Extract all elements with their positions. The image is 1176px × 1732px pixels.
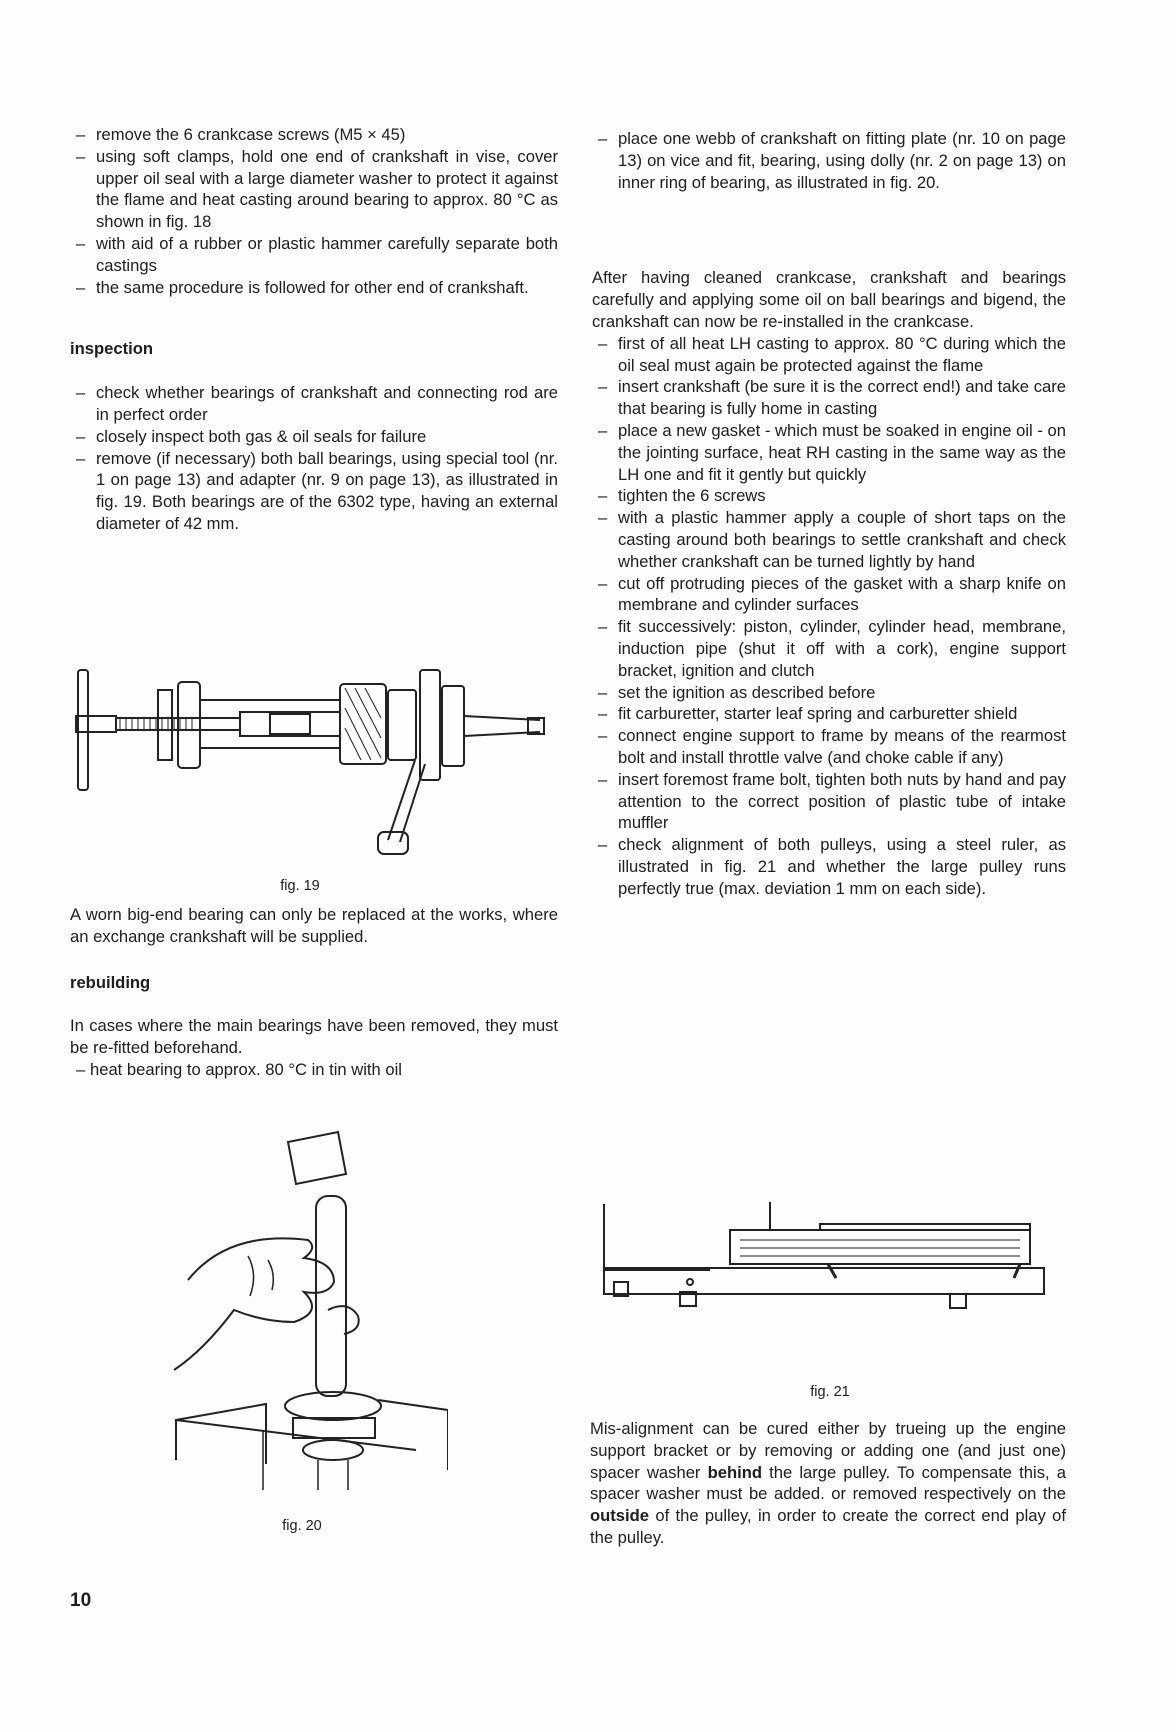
pulley-alignment-drawing: [600, 1200, 1070, 1310]
list-item: – check whether bearings of crankshaft and connecting rod are in perfect order: [70, 382, 558, 426]
reassembly-steps-list: [592, 333, 1066, 900]
list-item: – remove the 6 crankcase screws (M5 × 45): [70, 124, 558, 146]
after-paragraph: After having cleaned crankcase, crankshaft and bearings carefully and applying some oil on ball bearings and bigend, the crankshaft can now be re-installed in the crankcase.: [592, 268, 1066, 331]
mis-text-3: of the pulley, in order to create the correct end play of the pulley.: [590, 1506, 1066, 1547]
fig-19-illustration: [70, 660, 550, 860]
fig-20-caption: fig. 20: [282, 1518, 322, 1534]
mis-bold-outside: outside: [590, 1506, 650, 1526]
list-item: – fit successively: piston, cylinder, cylinder head, membrane, induction pipe (shut it off with a cork), engine support bracket, ignition and clutch: [592, 616, 1066, 681]
mis-bold-behind: behind: [707, 1462, 762, 1482]
bearing-fitting-drawing: [168, 1130, 448, 1490]
list-item: – the same procedure is followed for other end of crankshaft.: [70, 277, 558, 299]
inspection-steps-list: [70, 382, 558, 535]
list-item: – connect engine support to frame by means of the rearmost bolt and install throttle valve (and choke cable if any): [592, 725, 1066, 769]
fig-21-caption: fig. 21: [810, 1384, 850, 1400]
list-item: – first of all heat LH casting to approx. 80 °C during which the oil seal must again be protected against the flame: [592, 333, 1066, 377]
mis-text-1: Mis-alignment can be cured either by trueing up the engine support bracket or by removing or adding one (and just one) spacer washer: [590, 1419, 1066, 1482]
left-column: [70, 124, 558, 535]
list-item: – check alignment of both pulleys, using a steel ruler, as illustrated in fig. 21 and whether the large pulley runs perfectly true (max. deviation 1 mm on each side).: [592, 834, 1066, 899]
fig-19-caption: fig. 19: [280, 878, 320, 894]
misalignment-paragraph: [590, 1418, 1066, 1549]
list-item: – set the ignition as described before: [592, 682, 1066, 704]
list-item: – remove (if necessary) both ball bearings, using special tool (nr. 1 on page 13) and adapter (nr. 9 on page 13), as illustrated in fig. 19. Both bearings are of the 6302 type, having an external diameter of 42 mm.: [70, 448, 558, 535]
page-number: 10: [70, 1590, 92, 1611]
list-item: – with a plastic hammer apply a couple of short taps on the casting around both bearings to settle crankshaft and check whether crankshaft can be turned lightly by hand: [592, 507, 1066, 572]
right-column: [592, 128, 1066, 900]
right-column-lower: [590, 1418, 1066, 1549]
rebuilding-paragraph: In cases where the main bearings have been removed, they must be re-fitted beforehand.: [70, 1016, 558, 1058]
list-item: – insert crankshaft (be sure it is the correct end!) and take care that bearing is fully home in casting: [592, 376, 1066, 420]
removal-steps-list: [70, 124, 558, 298]
rebuilding-steps-list: [70, 1059, 558, 1081]
fitting-steps-list: [592, 128, 1066, 193]
list-item: – using soft clamps, hold one end of crankshaft in vise, cover upper oil seal with a large diameter washer to protect it against the flame and heat casting around bearing to approx. 80 °C as shown in fig. 18: [70, 146, 558, 233]
list-item: – place a new gasket - which must be soaked in engine oil - on the jointing surface, heat RH casting in the same way as the LH one and fit it gently but quickly: [592, 420, 1066, 485]
list-item: – with aid of a rubber or plastic hammer carefully separate both castings: [70, 233, 558, 277]
left-column-lower: [70, 904, 558, 1081]
list-item: – fit carburetter, starter leaf spring and carburetter shield: [592, 703, 1066, 725]
list-item: – tighten the 6 screws: [592, 485, 1066, 507]
fig-20-illustration: [168, 1130, 448, 1490]
bigend-paragraph: A worn big-end bearing can only be replaced at the works, where an exchange crankshaft will be supplied.: [70, 905, 558, 946]
list-item: – closely inspect both gas & oil seals for failure: [70, 426, 558, 448]
list-item: – place one webb of crankshaft on fitting plate (nr. 10 on page 13) on vice and fit, bearing, using dolly (nr. 2 on page 13) on inner ring of bearing, as illustrated in fig. 20.: [592, 128, 1066, 193]
list-item: – cut off protruding pieces of the gasket with a sharp knife on membrane and cylinder surfaces: [592, 573, 1066, 617]
fig-21-illustration: [600, 1200, 1070, 1310]
rebuilding-heading: rebuilding: [70, 972, 151, 992]
list-item: – insert foremost frame bolt, tighten both nuts by hand and pay attention to the correct position of plastic tube of intake muffler: [592, 769, 1066, 834]
bearing-puller-drawing: [70, 660, 550, 860]
mis-text-2: the large pulley. To compensate this, a spacer washer must be added. or removed respectively on the: [590, 1462, 1066, 1504]
list-item: – heat bearing to approx. 80 °C in tin with oil: [70, 1059, 558, 1081]
inspection-heading: inspection: [70, 339, 153, 359]
